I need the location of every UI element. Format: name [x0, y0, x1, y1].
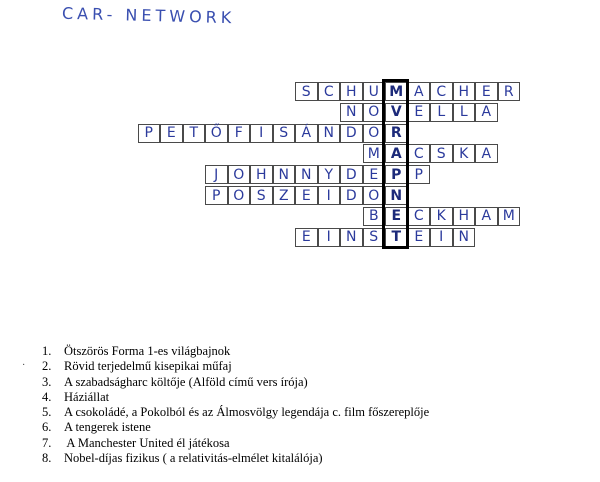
letter-cell: D — [340, 165, 363, 184]
clue-number: 5. — [42, 405, 52, 420]
letter-cell: S — [363, 228, 386, 247]
key-letter-cell: N — [385, 186, 408, 205]
key-letter-cell: M — [385, 82, 408, 101]
letter-cell: Y — [318, 165, 341, 184]
letter-cell: L — [430, 103, 453, 122]
letter-cell: P — [205, 186, 228, 205]
letter-cell: I — [318, 186, 341, 205]
letter-cell: M — [363, 144, 386, 163]
letter-cell: A — [475, 103, 498, 122]
letter-cell: Z — [273, 186, 296, 205]
clue-text: A csokoládé, a Pokolból és az Álmosvölgy legendája c. film főszereplője — [64, 405, 430, 420]
letter-cell: S — [295, 82, 318, 101]
letter-cell: M — [498, 207, 521, 226]
letter-cell: E — [295, 186, 318, 205]
letter-cell: A — [475, 207, 498, 226]
letter-cell: F — [228, 124, 251, 143]
letter-cell: I — [250, 124, 273, 143]
letter-cell: I — [430, 228, 453, 247]
letter-cell: O — [228, 165, 251, 184]
clue-text: Nobel-díjas fizikus ( a relativitás-elmélet kitalálója) — [64, 451, 323, 466]
stray-mark: · — [22, 360, 26, 371]
letter-cell: K — [453, 144, 476, 163]
letter-cell: C — [408, 144, 431, 163]
letter-cell: U — [363, 82, 386, 101]
key-letter-cell: T — [385, 228, 408, 247]
letter-cell: E — [475, 82, 498, 101]
clue-number: 2. — [42, 359, 52, 374]
letter-cell: B — [363, 207, 386, 226]
letter-cell: S — [273, 124, 296, 143]
letter-cell: H — [250, 165, 273, 184]
letter-cell: Á — [295, 124, 318, 143]
letter-cell: O — [363, 186, 386, 205]
letter-cell: T — [183, 124, 206, 143]
letter-cell: N — [273, 165, 296, 184]
clue-number: 8. — [42, 451, 52, 466]
letter-cell: P — [138, 124, 161, 143]
letter-cell: P — [408, 165, 431, 184]
letter-cell: S — [250, 186, 273, 205]
letter-cell: N — [340, 103, 363, 122]
letter-cell: D — [340, 124, 363, 143]
clue-4 — [42, 390, 429, 405]
letter-cell: C — [318, 82, 341, 101]
letter-cell: E — [408, 228, 431, 247]
letter-cell: R — [498, 82, 521, 101]
clue-5 — [42, 405, 429, 420]
clue-2 — [42, 359, 429, 374]
clue-text: A Manchester United él játékosa — [64, 435, 230, 450]
letter-cell: E — [295, 228, 318, 247]
letter-cell: J — [205, 165, 228, 184]
letter-cell: N — [318, 124, 341, 143]
letter-cell: O — [228, 186, 251, 205]
letter-cell: O — [363, 103, 386, 122]
clue-text: A szabadságharc költője (Alföld című vers írója) — [64, 374, 308, 389]
clue-text: Ötszörös Forma 1-es világbajnok — [64, 344, 231, 358]
clue-8 — [42, 451, 429, 466]
letter-cell: H — [453, 82, 476, 101]
clue-list — [42, 344, 429, 466]
letter-cell: N — [340, 228, 363, 247]
letter-cell: O — [363, 124, 386, 143]
letter-cell: C — [408, 207, 431, 226]
clue-1 — [42, 344, 429, 359]
key-letter-cell: P — [385, 165, 408, 184]
clue-text: Háziállat — [64, 389, 110, 404]
letter-cell: E — [408, 103, 431, 122]
letter-cell: N — [295, 165, 318, 184]
letter-cell: Ő — [205, 124, 228, 143]
letter-cell: L — [453, 103, 476, 122]
letter-cell: N — [453, 228, 476, 247]
clue-7 — [42, 436, 429, 451]
letter-cell: H — [453, 207, 476, 226]
key-letter-cell: R — [385, 124, 408, 143]
letter-cell: A — [475, 144, 498, 163]
puzzle-title: CAR- NETWORK — [61, 3, 236, 28]
letter-cell: I — [318, 228, 341, 247]
clue-number: 6. — [42, 420, 52, 435]
clue-6 — [42, 420, 429, 435]
clue-number: 7. — [42, 435, 52, 450]
clue-3 — [42, 375, 429, 390]
key-letter-cell: A — [385, 144, 408, 163]
letter-cell: S — [430, 144, 453, 163]
clue-text: Rövid terjedelmű kisepikai műfaj — [64, 359, 232, 374]
letter-cell: D — [340, 186, 363, 205]
clue-number: 4. — [42, 389, 52, 404]
letter-cell: K — [430, 207, 453, 226]
clue-text: A tengerek istene — [64, 420, 151, 435]
letter-cell: E — [160, 124, 183, 143]
clue-number: 3. — [42, 374, 52, 389]
letter-cell: C — [430, 82, 453, 101]
key-letter-cell: E — [385, 207, 408, 226]
letter-cell: H — [340, 82, 363, 101]
letter-cell: E — [363, 165, 386, 184]
key-letter-cell: V — [385, 103, 408, 122]
letter-cell: A — [408, 82, 431, 101]
clue-number: 1. — [42, 344, 52, 358]
